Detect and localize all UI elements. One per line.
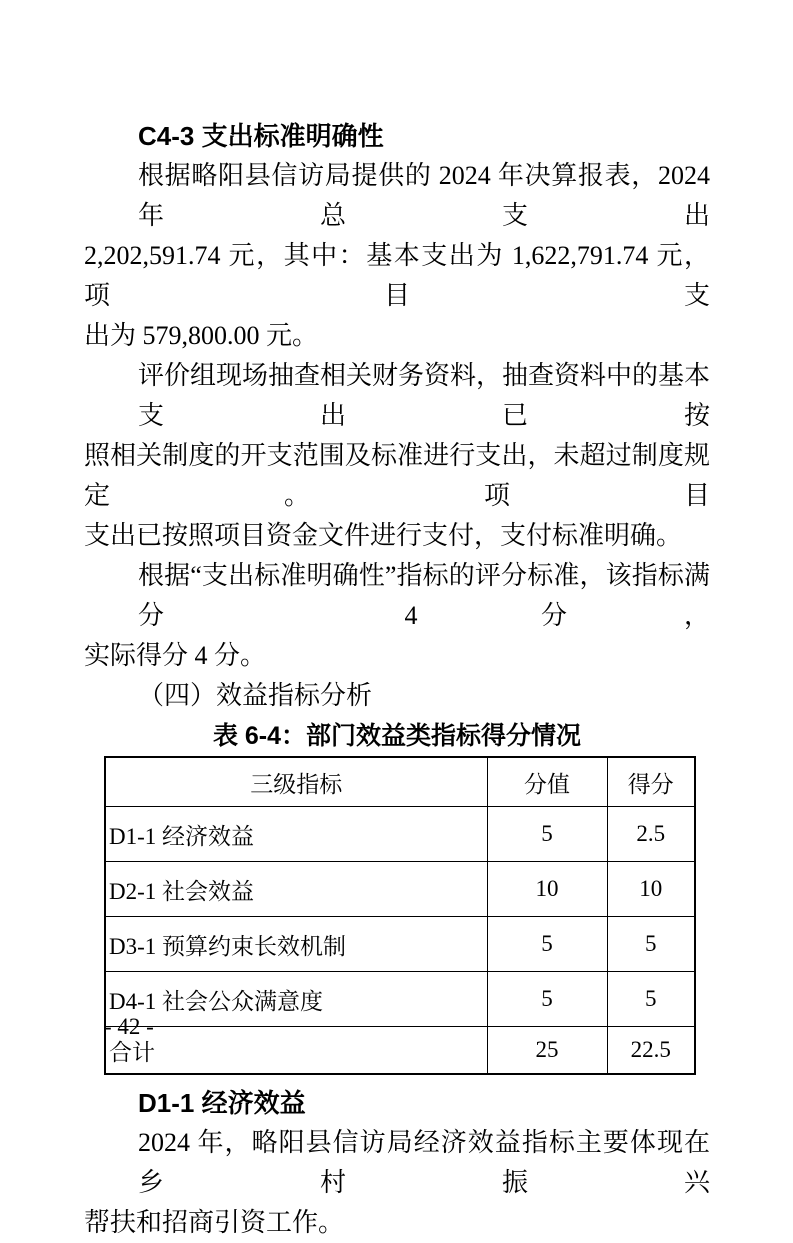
text-line: 照相关制度的开支范围及标准进行支出，未超过制度规定。项目 [84, 441, 710, 510]
table-header-score-max: 分值 [487, 757, 607, 807]
table-row [105, 972, 695, 1027]
text-line: 出为 579,800.00 元。 [84, 321, 319, 350]
score-max-cell: 5 [487, 807, 607, 862]
table-row [105, 807, 695, 862]
indicator-cell: D2-1 社会效益 [105, 862, 487, 917]
text-line: 支出已按照项目资金文件进行支付，支付标准明确。 [84, 521, 683, 550]
text-line: 实际得分 4 分。 [84, 641, 267, 670]
paragraph-spot-check [84, 356, 710, 556]
section-heading-d11: D1-1 经济效益 [138, 1088, 306, 1118]
score-cell: 22.5 [607, 1027, 695, 1075]
benefit-score-table [104, 756, 696, 1075]
indicator-cell: D3-1 预算约束长效机制 [105, 917, 487, 972]
score-max-cell: 25 [487, 1027, 607, 1075]
page-content [84, 116, 710, 1243]
subsection-heading-benefit-analysis: （四）效益指标分析 [138, 681, 373, 710]
score-cell: 10 [607, 862, 695, 917]
table-header-row [105, 757, 695, 807]
paragraph-economic-benefit [84, 1123, 710, 1243]
indicator-cell: D4-1 社会公众满意度 [105, 972, 487, 1027]
paragraph-score-c43 [84, 556, 710, 676]
text-line: 2024 年，略阳县信访局经济效益指标主要体现在乡村振兴 [138, 1128, 710, 1197]
text-line: 帮扶和招商引资工作。 [84, 1208, 345, 1237]
table-row-total [105, 1027, 695, 1075]
text-line: 2,202,591.74 元，其中：基本支出为 1,622,791.74 元，项目支 [84, 241, 710, 310]
paragraph-expenditure-summary [84, 156, 710, 356]
page-number: - 42 - [104, 1014, 154, 1039]
score-max-cell: 10 [487, 862, 607, 917]
table-caption: 表 6-4：部门效益类指标得分情况 [212, 722, 582, 750]
score-cell: 2.5 [607, 807, 695, 862]
score-max-cell: 5 [487, 972, 607, 1027]
score-max-cell: 5 [487, 917, 607, 972]
text-line: 根据“支出标准明确性”指标的评分标准，该指标满分 4 分， [138, 561, 710, 630]
table-header-score: 得分 [607, 757, 695, 807]
section-heading-c43: C4-3 支出标准明确性 [138, 121, 384, 151]
table-row [105, 862, 695, 917]
text-line: 评价组现场抽查相关财务资料，抽查资料中的基本支出已按 [138, 361, 711, 430]
table-header-indicator: 三级指标 [105, 757, 487, 807]
table-row [105, 917, 695, 972]
score-cell: 5 [607, 972, 695, 1027]
indicator-cell: D1-1 经济效益 [105, 807, 487, 862]
text-line: 根据略阳县信访局提供的 2024 年决算报表，2024 年总支出 [138, 161, 710, 230]
score-cell: 5 [607, 917, 695, 972]
indicator-cell: 合计 [105, 1027, 487, 1075]
